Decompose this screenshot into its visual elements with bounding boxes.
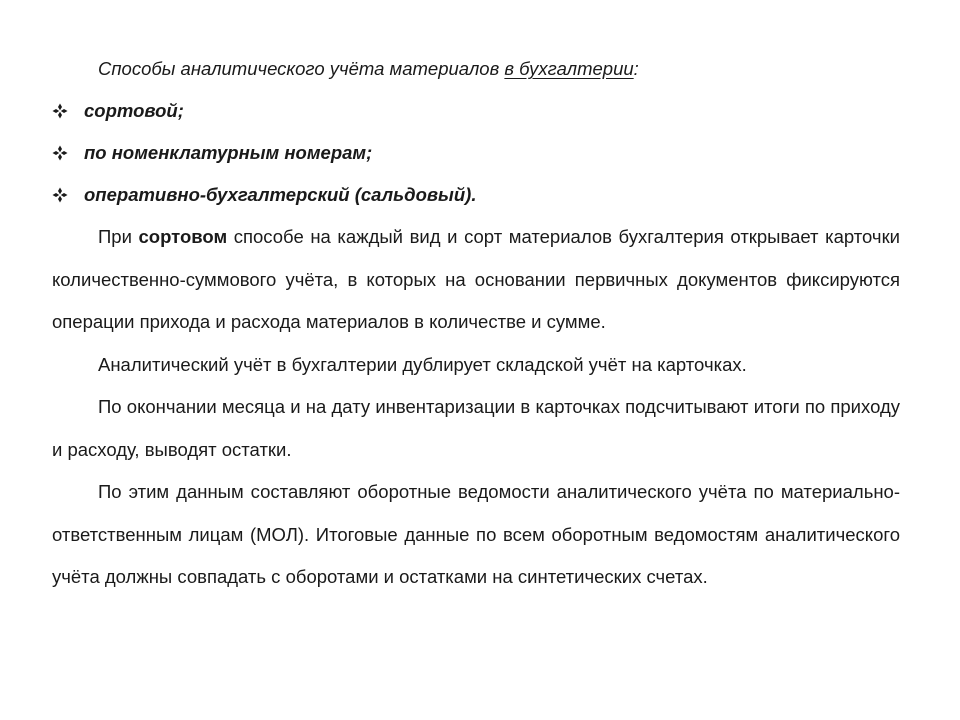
list-item <box>52 174 900 216</box>
bullet-label: по номенклатурным номерам; <box>84 142 373 163</box>
diamond-bullet-icon <box>52 145 68 161</box>
heading-prefix: Способы аналитического учёта материалов <box>98 58 505 79</box>
paragraph-turnover-statements: По этим данным составляют оборотные ведомости аналитического учёта по материально-ответственным лицам (МОЛ). Итоговые данные по всем оборотным ведомостям аналитического учёта должны совпадать с оборотами и остатками на синтетических счетах. <box>52 481 900 587</box>
heading-underlined: в бухгалтерии <box>504 58 634 79</box>
diamond-bullet-icon <box>52 103 68 119</box>
diamond-bullet-icon <box>52 187 68 203</box>
slide-content <box>52 48 900 599</box>
methods-list <box>52 90 900 216</box>
section-heading <box>52 48 900 90</box>
emphasis-term: сортовом <box>138 226 228 247</box>
paragraph-duplication: Аналитический учёт в бухгалтерии дублирует складской учёт на карточках. <box>98 353 747 375</box>
list-item <box>52 90 900 132</box>
paragraph-month-end: По окончании месяца и на дату инвентаризации в карточках подсчитывают итоги по приходу и расходу, выводят остатки. <box>52 396 900 460</box>
heading-suffix: : <box>633 58 639 79</box>
paragraph-sort-method <box>52 216 900 344</box>
paragraph-text: При <box>98 226 139 247</box>
bullet-label: оперативно-бухгалтерский (сальдовый). <box>84 184 477 205</box>
paragraph-text: способе на каждый вид и сорт материалов бухгалтерия открывает карточки количественно-суммового учёта, в которых на основании первичных документов фиксируются операции прихода и расхода материалов в количестве и сумме. <box>52 226 900 332</box>
bullet-label: сортовой; <box>84 100 184 121</box>
list-item <box>52 132 900 174</box>
